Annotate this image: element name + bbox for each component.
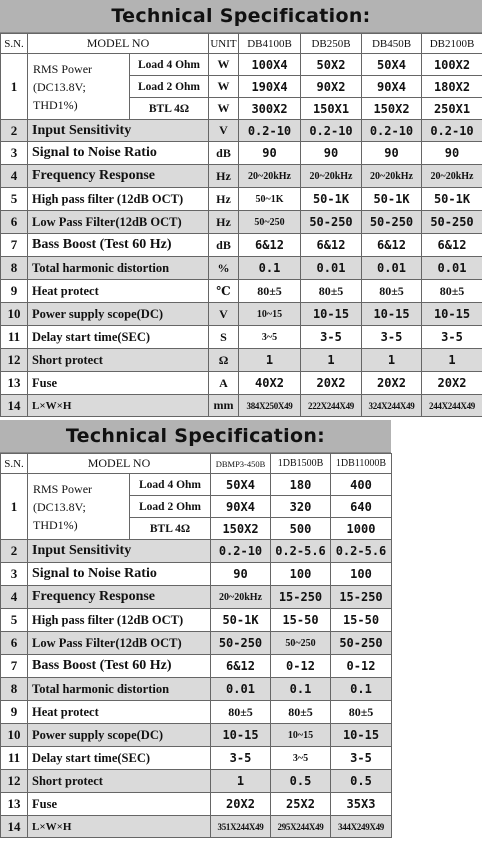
- row-value: 20X2: [422, 372, 482, 395]
- table-row: [1, 120, 482, 142]
- row-unit: V: [209, 303, 239, 326]
- row-value: 0.01: [211, 678, 271, 701]
- header-model: 1DB1500B: [271, 454, 331, 474]
- row-sn: 8: [1, 257, 28, 280]
- row-value: 180X2: [422, 76, 482, 98]
- table1-title: Technical Specification:: [111, 5, 371, 27]
- row-unit: Hz: [209, 165, 239, 188]
- row-value: 50-250: [362, 211, 422, 234]
- rms-label-line2: (DC13.8V; THD1%): [33, 79, 86, 112]
- header-unit: UNIT: [209, 34, 239, 54]
- row-value: 300X2: [239, 98, 301, 120]
- row-unit: dB: [209, 142, 239, 165]
- table-row: [1, 701, 392, 724]
- row-value: 1: [239, 349, 301, 372]
- row-value: 20X2: [362, 372, 422, 395]
- row-label: Power supply scope(DC): [28, 303, 209, 326]
- row-value: 100: [331, 563, 392, 586]
- row-value: 10~15: [271, 724, 331, 747]
- row-value: 1: [211, 770, 271, 793]
- row-value: 20X2: [211, 793, 271, 816]
- row-value: 0.5: [271, 770, 331, 793]
- row-label: L×W×H: [28, 816, 211, 838]
- row-value: 80±5: [301, 280, 362, 303]
- row-value: 100X4: [239, 54, 301, 76]
- row-value: 222X244X49: [301, 395, 362, 417]
- row-value: 500: [271, 518, 331, 540]
- row-value: 50X4: [362, 54, 422, 76]
- row-value: 90: [422, 142, 482, 165]
- row-value: 50-250: [422, 211, 482, 234]
- row-value: 10~15: [239, 303, 301, 326]
- table-row: [1, 303, 482, 326]
- row-value: 50-250: [331, 632, 392, 655]
- header-model-no: MODEL NO: [28, 454, 211, 474]
- row-value: 15-50: [271, 609, 331, 632]
- table-row: [1, 540, 392, 563]
- table-row: [1, 54, 482, 76]
- row-value: 10-15: [362, 303, 422, 326]
- row-value: 0.01: [301, 257, 362, 280]
- header-model-no: MODEL NO: [28, 34, 209, 54]
- row-sublabel: Load 2 Ohm: [130, 76, 209, 98]
- rms-label-line1: RMS Power: [33, 61, 93, 76]
- spec-sheet-2: [0, 420, 391, 838]
- row-label: Input Sensitivity: [28, 540, 211, 563]
- row-value: 190X4: [239, 76, 301, 98]
- row-sn: 1: [1, 474, 28, 540]
- table2-title-bar: [0, 420, 391, 453]
- row-value: 0.01: [422, 257, 482, 280]
- row-value: 351X244X49: [211, 816, 271, 838]
- row-label: Total harmonic distortion: [28, 678, 211, 701]
- row-unit: Hz: [209, 211, 239, 234]
- row-sn: 1: [1, 54, 28, 120]
- row-sublabel: BTL 4Ω: [130, 98, 209, 120]
- table-row: [1, 349, 482, 372]
- row-value: 15-50: [331, 609, 392, 632]
- table-row: [1, 234, 482, 257]
- row-value: 3-5: [362, 326, 422, 349]
- table-row: [1, 816, 392, 838]
- table-row: [1, 632, 392, 655]
- row-value: 150X2: [362, 98, 422, 120]
- row-label: High pass filter (12dB OCT): [28, 188, 209, 211]
- row-value: 50~250: [239, 211, 301, 234]
- row-label: Signal to Noise Ratio: [28, 142, 209, 165]
- row-label: Low Pass Filter(12dB OCT): [28, 632, 211, 655]
- rms-power-label: [28, 474, 130, 540]
- row-value: 180: [271, 474, 331, 496]
- row-label: Power supply scope(DC): [28, 724, 211, 747]
- row-value: 20~20kHz: [422, 165, 482, 188]
- rms-label-line1: RMS Power: [33, 481, 93, 496]
- table1-header-row: [1, 34, 482, 54]
- row-value: 0.2-5.6: [271, 540, 331, 563]
- row-sn: 11: [1, 326, 28, 349]
- row-value: 6&12: [211, 655, 271, 678]
- row-sn: 13: [1, 372, 28, 395]
- row-label: Short protect: [28, 770, 211, 793]
- row-sn: 6: [1, 632, 28, 655]
- row-value: 10-15: [331, 724, 392, 747]
- row-value: 3~5: [271, 747, 331, 770]
- table-row: [1, 257, 482, 280]
- row-sublabel: Load 4 Ohm: [130, 54, 209, 76]
- row-value: 80±5: [239, 280, 301, 303]
- row-sublabel: BTL 4Ω: [130, 518, 211, 540]
- row-unit: W: [209, 98, 239, 120]
- row-value: 400: [331, 474, 392, 496]
- row-label: Fuse: [28, 793, 211, 816]
- row-sn: 4: [1, 165, 28, 188]
- row-value: 80±5: [331, 701, 392, 724]
- row-value: 0.1: [271, 678, 331, 701]
- row-value: 6&12: [301, 234, 362, 257]
- table-row: [1, 655, 392, 678]
- header-model: DB450B: [362, 34, 422, 54]
- row-value: 6&12: [422, 234, 482, 257]
- row-sn: 12: [1, 349, 28, 372]
- row-value: 320: [271, 496, 331, 518]
- row-value: 1: [422, 349, 482, 372]
- row-value: 80±5: [362, 280, 422, 303]
- row-sn: 6: [1, 211, 28, 234]
- row-unit: Hz: [209, 188, 239, 211]
- table2-header-row: [1, 454, 392, 474]
- row-value: 6&12: [239, 234, 301, 257]
- row-value: 244X244X49: [422, 395, 482, 417]
- row-value: 50-250: [301, 211, 362, 234]
- spec-sheet-1: [0, 0, 482, 417]
- table-row: [1, 474, 392, 496]
- row-value: 0.2-10: [362, 120, 422, 142]
- row-sn: 9: [1, 701, 28, 724]
- table-row: [1, 770, 392, 793]
- row-value: 50-1K: [301, 188, 362, 211]
- row-value: 80±5: [271, 701, 331, 724]
- rms-power-label: [28, 54, 130, 120]
- row-value: 20~20kHz: [301, 165, 362, 188]
- spec-table-2: [0, 453, 392, 838]
- row-sn: 3: [1, 142, 28, 165]
- row-unit: dB: [209, 234, 239, 257]
- table-row: [1, 586, 392, 609]
- row-value: 90: [301, 142, 362, 165]
- row-value: 20~20kHz: [211, 586, 271, 609]
- row-label: High pass filter (12dB OCT): [28, 609, 211, 632]
- row-value: 90: [362, 142, 422, 165]
- row-value: 50-250: [211, 632, 271, 655]
- row-unit: W: [209, 76, 239, 98]
- row-value: 10-15: [211, 724, 271, 747]
- row-sn: 9: [1, 280, 28, 303]
- row-sn: 12: [1, 770, 28, 793]
- row-value: 15-250: [331, 586, 392, 609]
- table2-title: Technical Specification:: [65, 425, 326, 447]
- row-value: 0.1: [239, 257, 301, 280]
- row-sublabel: Load 2 Ohm: [130, 496, 211, 518]
- row-value: 0.2-5.6: [331, 540, 392, 563]
- row-label: Signal to Noise Ratio: [28, 563, 211, 586]
- row-sn: 2: [1, 120, 28, 142]
- row-value: 250X1: [422, 98, 482, 120]
- row-value: 35X3: [331, 793, 392, 816]
- table-row: [1, 165, 482, 188]
- table1-title-bar: [0, 0, 482, 33]
- row-value: 10-15: [301, 303, 362, 326]
- row-value: 384X250X49: [239, 395, 301, 417]
- row-unit: S: [209, 326, 239, 349]
- table-row: [1, 724, 392, 747]
- row-value: 90X4: [362, 76, 422, 98]
- row-value: 50-1K: [211, 609, 271, 632]
- row-sn: 7: [1, 234, 28, 257]
- row-value: 295X244X49: [271, 816, 331, 838]
- header-model: DBMP3-450B: [211, 454, 271, 474]
- row-unit: mm: [209, 395, 239, 417]
- row-sn: 11: [1, 747, 28, 770]
- table-row: [1, 747, 392, 770]
- row-value: 1: [362, 349, 422, 372]
- table-row: [1, 326, 482, 349]
- rms-label-line2: (DC13.8V; THD1%): [33, 499, 86, 532]
- row-value: 100X2: [422, 54, 482, 76]
- row-value: 0.2-10: [301, 120, 362, 142]
- row-value: 80±5: [211, 701, 271, 724]
- table-row: [1, 793, 392, 816]
- row-sn: 8: [1, 678, 28, 701]
- row-value: 25X2: [271, 793, 331, 816]
- row-sn: 5: [1, 609, 28, 632]
- header-model: DB2100B: [422, 34, 482, 54]
- row-value: 80±5: [422, 280, 482, 303]
- row-value: 0.5: [331, 770, 392, 793]
- row-label: Frequency Response: [28, 165, 209, 188]
- row-value: 0.2-10: [211, 540, 271, 563]
- row-label: Low Pass Filter(12dB OCT): [28, 211, 209, 234]
- row-unit: %: [209, 257, 239, 280]
- row-label: Bass Boost (Test 60 Hz): [28, 655, 211, 678]
- row-value: 640: [331, 496, 392, 518]
- row-label: Bass Boost (Test 60 Hz): [28, 234, 209, 257]
- row-value: 50~250: [271, 632, 331, 655]
- row-label: Total harmonic distortion: [28, 257, 209, 280]
- row-sn: 13: [1, 793, 28, 816]
- row-value: 90: [211, 563, 271, 586]
- table-row: [1, 280, 482, 303]
- row-label: Heat protect: [28, 701, 211, 724]
- table-row: [1, 678, 392, 701]
- row-value: 0-12: [271, 655, 331, 678]
- row-value: 0-12: [331, 655, 392, 678]
- header-model: DB4100B: [239, 34, 301, 54]
- row-label: L×W×H: [28, 395, 209, 417]
- row-value: 50X4: [211, 474, 271, 496]
- table-row: [1, 142, 482, 165]
- row-value: 150X1: [301, 98, 362, 120]
- row-sn: 14: [1, 816, 28, 838]
- row-value: 0.2-10: [422, 120, 482, 142]
- row-value: 20~20kHz: [239, 165, 301, 188]
- row-sublabel: Load 4 Ohm: [130, 474, 211, 496]
- row-label: Fuse: [28, 372, 209, 395]
- row-value: 90X2: [301, 76, 362, 98]
- row-sn: 5: [1, 188, 28, 211]
- row-unit: Ω: [209, 349, 239, 372]
- row-value: 50~1K: [239, 188, 301, 211]
- row-value: 50X2: [301, 54, 362, 76]
- spec-table-1: [0, 33, 482, 417]
- row-sn: 4: [1, 586, 28, 609]
- row-value: 50-1K: [362, 188, 422, 211]
- row-unit: W: [209, 54, 239, 76]
- header-model: DB250B: [301, 34, 362, 54]
- row-value: 20~20kHz: [362, 165, 422, 188]
- row-value: 90X4: [211, 496, 271, 518]
- row-value: 344X249X49: [331, 816, 392, 838]
- header-sn: S.N.: [1, 454, 28, 474]
- row-unit: V: [209, 120, 239, 142]
- row-label: Delay start time(SEC): [28, 326, 209, 349]
- row-value: 15-250: [271, 586, 331, 609]
- row-value: 0.2-10: [239, 120, 301, 142]
- header-model: 1DB11000B: [331, 454, 392, 474]
- row-sn: 10: [1, 724, 28, 747]
- row-value: 0.1: [331, 678, 392, 701]
- row-value: 0.01: [362, 257, 422, 280]
- row-label: Delay start time(SEC): [28, 747, 211, 770]
- row-value: 3-5: [211, 747, 271, 770]
- row-unit: ℃: [209, 280, 239, 303]
- row-sn: 10: [1, 303, 28, 326]
- row-label: Short protect: [28, 349, 209, 372]
- header-sn: S.N.: [1, 34, 28, 54]
- row-value: 1000: [331, 518, 392, 540]
- row-value: 324X244X49: [362, 395, 422, 417]
- row-value: 20X2: [301, 372, 362, 395]
- row-value: 3-5: [301, 326, 362, 349]
- row-value: 40X2: [239, 372, 301, 395]
- row-value: 100: [271, 563, 331, 586]
- table-row: [1, 395, 482, 417]
- row-sn: 14: [1, 395, 28, 417]
- row-value: 6&12: [362, 234, 422, 257]
- row-value: 90: [239, 142, 301, 165]
- row-value: 3-5: [331, 747, 392, 770]
- row-sn: 3: [1, 563, 28, 586]
- table-row: [1, 609, 392, 632]
- row-unit: A: [209, 372, 239, 395]
- row-value: 3~5: [239, 326, 301, 349]
- table-row: [1, 188, 482, 211]
- row-label: Input Sensitivity: [28, 120, 209, 142]
- row-value: 50-1K: [422, 188, 482, 211]
- row-value: 3-5: [422, 326, 482, 349]
- row-sn: 2: [1, 540, 28, 563]
- row-label: Frequency Response: [28, 586, 211, 609]
- row-label: Heat protect: [28, 280, 209, 303]
- row-value: 1: [301, 349, 362, 372]
- row-sn: 7: [1, 655, 28, 678]
- table-row: [1, 563, 392, 586]
- row-value: 150X2: [211, 518, 271, 540]
- row-value: 10-15: [422, 303, 482, 326]
- table-row: [1, 372, 482, 395]
- table-row: [1, 211, 482, 234]
